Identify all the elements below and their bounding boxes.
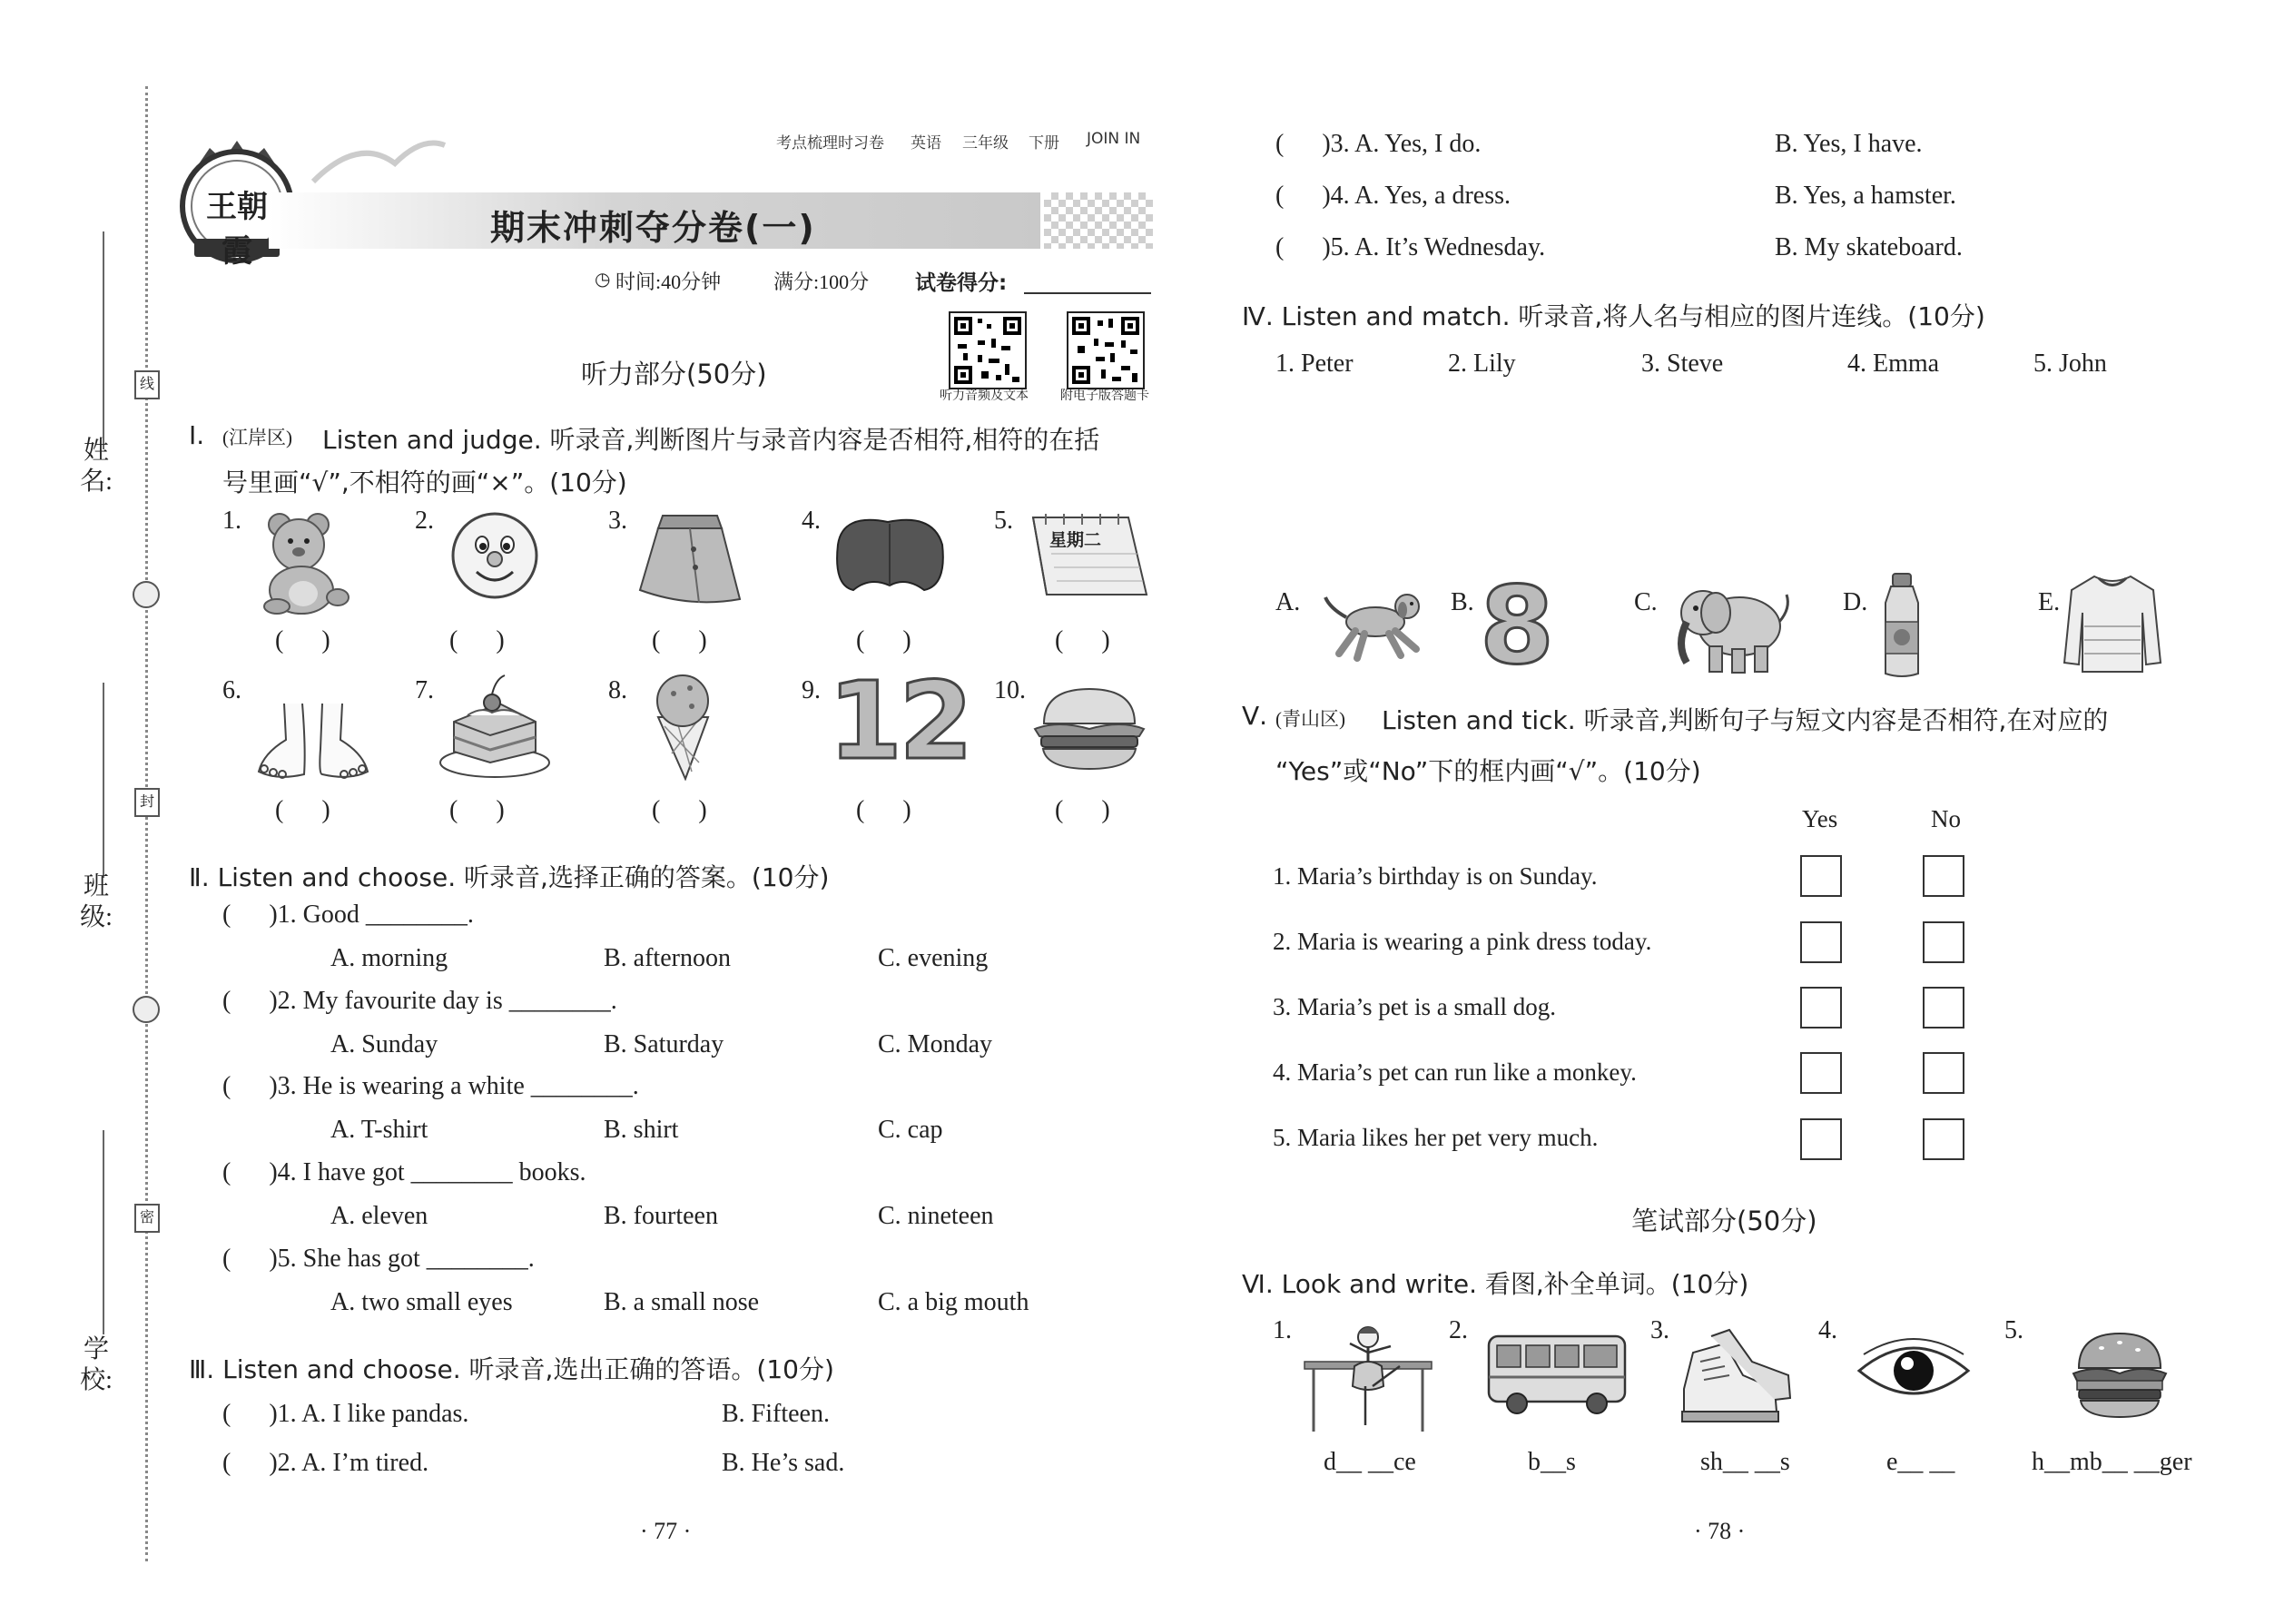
statement: 2. Maria is wearing a pink dress today. xyxy=(1273,928,1652,955)
series-name: 考点梳理时习卷 xyxy=(776,134,884,153)
question[interactable]: ( )4. I have got ________ books. xyxy=(222,1158,586,1186)
statement: 3. Maria’s pet is a small dog. xyxy=(1273,993,1556,1020)
school-write-line[interactable] xyxy=(103,1130,104,1334)
item-number: 2. xyxy=(1449,1316,1468,1344)
elephant-icon[interactable] xyxy=(1669,572,1796,676)
no-checkbox[interactable] xyxy=(1923,1118,1964,1160)
answer-paren[interactable]: ( ) xyxy=(449,626,505,655)
qr-code-answer-card[interactable] xyxy=(1067,311,1145,389)
name-label: 姓名: xyxy=(80,437,113,496)
answer-paren[interactable]: ( ) xyxy=(1055,626,1110,655)
seal-ornament xyxy=(133,996,160,1023)
option-b: B. Yes, I have. xyxy=(1775,130,1923,158)
question[interactable]: ( )2. My favourite day is ________. xyxy=(222,987,617,1015)
seal-char-line: 线 xyxy=(134,370,160,399)
skirt-icon xyxy=(635,508,744,608)
item-number: 3. xyxy=(608,507,627,535)
option-c: C. a big mouth xyxy=(878,1288,1029,1316)
match-name[interactable]: 1. Peter xyxy=(1275,349,1354,378)
question[interactable]: ( )4. A. Yes, a dress. xyxy=(1275,182,1511,210)
binding-dotted-line xyxy=(145,86,148,1561)
listening-title: 听力部分(50分) xyxy=(581,359,767,389)
answer-paren[interactable]: ( ) xyxy=(652,796,707,824)
section1-region: (江岸区) xyxy=(222,427,292,448)
option-a: A. two small eyes xyxy=(330,1288,513,1316)
class-write-line[interactable] xyxy=(103,683,104,878)
exam-time: 时间:40分钟 xyxy=(615,271,722,293)
seal-ornament xyxy=(133,581,160,608)
option-b: B. My skateboard. xyxy=(1775,233,1963,261)
question[interactable]: ( )1. Good ________. xyxy=(222,901,474,929)
option-b: B. shirt xyxy=(604,1116,679,1144)
yes-column-header: Yes xyxy=(1802,805,1838,832)
section1-number: Ⅰ. xyxy=(189,420,205,450)
option-a: A. morning xyxy=(330,944,448,972)
item-number: 4. xyxy=(1818,1316,1837,1344)
logo-text: 王朝霞 xyxy=(206,189,268,270)
item-number: 6. xyxy=(222,676,241,704)
option-a: A. T-shirt xyxy=(330,1116,428,1144)
bottle-icon[interactable] xyxy=(1875,572,1929,681)
item-number: 8. xyxy=(608,676,627,704)
name-write-line[interactable] xyxy=(103,231,104,449)
section3-title: Ⅲ. Listen and choose. 听录音,选出正确的答语。(10分) xyxy=(189,1354,834,1384)
picture-label: D. xyxy=(1843,588,1868,616)
section5-line1: Listen and tick. 听录音,判断句子与短文内容是否相符,在对应的 xyxy=(1382,705,2109,735)
dog-icon[interactable] xyxy=(1321,581,1430,663)
option-b: B. Fifteen. xyxy=(722,1400,830,1428)
yes-checkbox[interactable] xyxy=(1800,987,1842,1029)
eye-icon xyxy=(1855,1334,1973,1407)
picture-label: B. xyxy=(1451,588,1474,616)
option-c: C. evening xyxy=(878,944,989,972)
item-number: 3. xyxy=(1650,1316,1669,1344)
picture-label: E. xyxy=(2038,588,2061,616)
item-number: 2. xyxy=(415,507,434,535)
calendar-icon xyxy=(1024,508,1151,604)
yes-checkbox[interactable] xyxy=(1800,855,1842,897)
no-checkbox[interactable] xyxy=(1923,1052,1964,1094)
section4-title: Ⅳ. Listen and match. 听录音,将人名与相应的图片连线。(10分) xyxy=(1242,301,1985,331)
match-name[interactable]: 4. Emma xyxy=(1847,349,1940,378)
section5-line2: “Yes”或“No”下的框内画“√”。(10分) xyxy=(1275,756,1701,786)
answer-paren[interactable]: ( ) xyxy=(652,626,707,655)
writing-title: 笔试部分(50分) xyxy=(1631,1206,1817,1236)
section1-line2: 号里画“√”,不相符的画“×”。(10分) xyxy=(222,468,627,497)
qr-code-audio[interactable] xyxy=(949,311,1027,389)
feet-icon xyxy=(250,704,377,781)
face-icon xyxy=(449,508,540,604)
match-name[interactable]: 3. Steve xyxy=(1641,349,1724,378)
question[interactable]: ( )2. A. I’m tired. xyxy=(222,1449,429,1477)
full-score: 满分:100分 xyxy=(773,271,870,293)
word-blank[interactable]: e__ __ xyxy=(1886,1448,1955,1476)
seal-char-seal: 封 xyxy=(134,788,160,817)
word-blank[interactable]: h__mb__ __ger xyxy=(2032,1448,2192,1476)
no-checkbox[interactable] xyxy=(1923,987,1964,1029)
word-blank[interactable]: d__ __ce xyxy=(1324,1448,1416,1476)
class-label: 班级: xyxy=(80,872,113,931)
answer-paren[interactable]: ( ) xyxy=(275,626,330,655)
qr2-caption: 附电子版答题卡 xyxy=(1060,389,1149,403)
yes-checkbox[interactable] xyxy=(1800,921,1842,963)
bear-icon xyxy=(254,508,354,617)
option-c: C. Monday xyxy=(878,1030,992,1058)
item-number: 1. xyxy=(1273,1316,1292,1344)
sweater-icon[interactable] xyxy=(2063,572,2162,676)
match-name[interactable]: 5. John xyxy=(2033,349,2107,378)
ice-cream-icon xyxy=(635,672,726,781)
option-a: A. Sunday xyxy=(330,1030,438,1058)
question[interactable]: ( )5. She has got ________. xyxy=(222,1245,535,1273)
item-number: 10. xyxy=(994,676,1026,704)
word-blank[interactable]: sh__ __s xyxy=(1700,1448,1790,1476)
score-label: 试卷得分: xyxy=(915,271,1008,295)
banner-checker xyxy=(1044,192,1153,249)
section5-number: Ⅴ. xyxy=(1242,701,1268,731)
option-c: C. cap xyxy=(878,1116,943,1144)
page-title: 期末冲刺夺分卷(一) xyxy=(490,208,816,248)
option-b: B. fourteen xyxy=(604,1202,718,1230)
item-number: 1. xyxy=(222,507,241,535)
calendar-text: 星期二 xyxy=(1049,530,1102,550)
option-b: B. Yes, a hamster. xyxy=(1775,182,1956,210)
answer-paren[interactable]: ( ) xyxy=(856,796,911,824)
question[interactable]: ( )5. A. It’s Wednesday. xyxy=(1275,233,1546,261)
hair-icon xyxy=(833,513,947,595)
answer-paren[interactable]: ( ) xyxy=(1055,796,1110,824)
question[interactable]: ( )3. A. Yes, I do. xyxy=(1275,130,1482,158)
hamburger-icon xyxy=(2070,1330,2170,1421)
statement: 1. Maria’s birthday is on Sunday. xyxy=(1273,862,1598,890)
yes-checkbox[interactable] xyxy=(1800,1118,1842,1160)
no-checkbox[interactable] xyxy=(1923,921,1964,963)
seal-char-secret: 密 xyxy=(134,1204,160,1233)
option-b: B. a small nose xyxy=(604,1288,760,1316)
item-number: 5. xyxy=(2004,1316,2023,1344)
option-b: B. Saturday xyxy=(604,1030,724,1058)
score-blank[interactable] xyxy=(1024,292,1151,294)
item-number: 9. xyxy=(802,676,821,704)
page-number-right: · 78 · xyxy=(1694,1518,1746,1544)
word-blank[interactable]: b__s xyxy=(1528,1448,1576,1476)
cake-icon xyxy=(436,672,554,781)
answer-paren[interactable]: ( ) xyxy=(856,626,911,655)
picture-label: A. xyxy=(1275,588,1301,616)
grade: 三年级 xyxy=(962,134,1009,153)
number-8-icon[interactable]: 8 xyxy=(1480,563,1555,688)
option-b: B. He’s sad. xyxy=(722,1449,845,1477)
picture-label: C. xyxy=(1634,588,1658,616)
volume: 下册 xyxy=(1029,134,1059,153)
ribbon-decoration xyxy=(304,127,449,200)
item-number: 7. xyxy=(415,676,434,704)
school-label: 学校: xyxy=(80,1335,113,1394)
clock-icon: ◷ xyxy=(595,268,611,290)
statement: 5. Maria likes her pet very much. xyxy=(1273,1124,1599,1151)
item-number: 4. xyxy=(802,507,821,535)
page-number-left: · 77 · xyxy=(640,1518,692,1544)
qr1-caption: 听力音频及文本 xyxy=(940,389,1029,403)
number-12-icon: 12 xyxy=(828,658,970,783)
item-number: 5. xyxy=(994,507,1013,535)
answer-paren[interactable]: ( ) xyxy=(449,796,505,824)
answer-paren[interactable]: ( ) xyxy=(275,796,330,824)
question[interactable]: ( )1. A. I like pandas. xyxy=(222,1400,469,1428)
statement: 4. Maria’s pet can run like a monkey. xyxy=(1273,1058,1637,1086)
option-a: A. eleven xyxy=(330,1202,428,1230)
no-column-header: No xyxy=(1931,805,1961,832)
option-c: C. nineteen xyxy=(878,1202,994,1230)
no-checkbox[interactable] xyxy=(1923,855,1964,897)
yes-checkbox[interactable] xyxy=(1800,1052,1842,1094)
edition: JOIN IN xyxy=(1087,130,1141,148)
bus-icon xyxy=(1484,1327,1629,1418)
section2-title: Ⅱ. Listen and choose. 听录音,选择正确的答案。(10分) xyxy=(189,862,830,892)
section1-line1: Listen and judge. 听录音,判断图片与录音内容是否相符,相符的在括 xyxy=(322,425,1100,455)
question[interactable]: ( )3. He is wearing a white ________. xyxy=(222,1072,639,1100)
section6-title: Ⅵ. Look and write. 看图,补全单词。(10分) xyxy=(1242,1269,1749,1299)
shoes-icon xyxy=(1675,1325,1797,1430)
hamburger-icon xyxy=(1030,685,1148,772)
option-b: B. afternoon xyxy=(604,944,731,972)
dancer-icon xyxy=(1300,1321,1436,1434)
match-name[interactable]: 2. Lily xyxy=(1448,349,1516,378)
subject: 英语 xyxy=(911,134,941,153)
section5-region: (青山区) xyxy=(1275,708,1345,730)
